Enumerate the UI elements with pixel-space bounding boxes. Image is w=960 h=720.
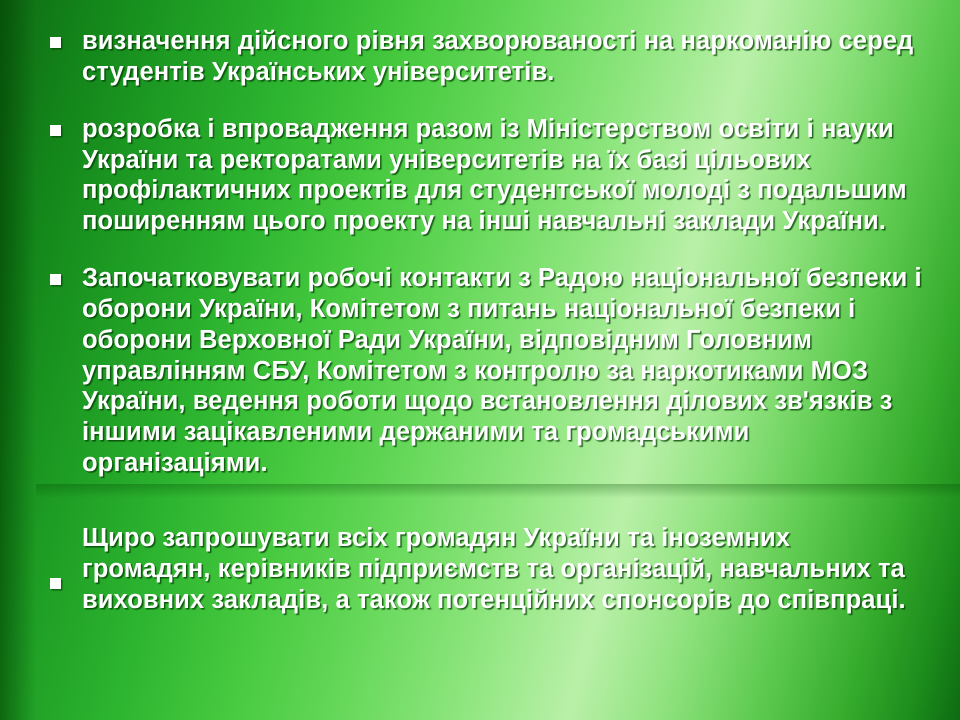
bullet-text: Започатковувати робочі контакти з Радою національної безпеки і оборони України, Комітетом з питань національної безпеки і оборони Верховної Ради України, відповідним Головним управлінням СБУ, Комітетом з контролю за наркотиками МОЗ України, ведення роботи щодо встановлення ділових зв'язків з іншими зацікавленими держаними та громадськими організаціями. — [82, 264, 922, 478]
list-item — [40, 263, 924, 479]
list-item — [40, 114, 924, 237]
square-bullet-icon — [50, 37, 61, 48]
slide-content — [40, 26, 924, 616]
bullet-text: визначення дійсного рівня захворюваності на наркоманію серед студентів Українських університетів. — [82, 27, 914, 86]
square-bullet-icon — [50, 274, 61, 285]
square-bullet-icon — [50, 125, 61, 136]
bullet-list — [40, 26, 924, 616]
bullet-text: Щиро запрошувати всіх громадян України та іноземних громадян, керівників підприємств та організацій, навчальних та виховних закладів, а також потенційних спонсорів до співпраці. — [82, 523, 906, 614]
square-bullet-icon — [50, 578, 61, 589]
bullet-text: розробка і впровадження разом із Міністерством освіти і науки України та ректоратами університетів на їх базі цільових профілактичних проектів для студентської молоді з подальшим поширенням цього проекту на інші навчальні заклади України. — [82, 114, 907, 236]
list-item — [40, 523, 924, 616]
list-item — [40, 26, 924, 88]
